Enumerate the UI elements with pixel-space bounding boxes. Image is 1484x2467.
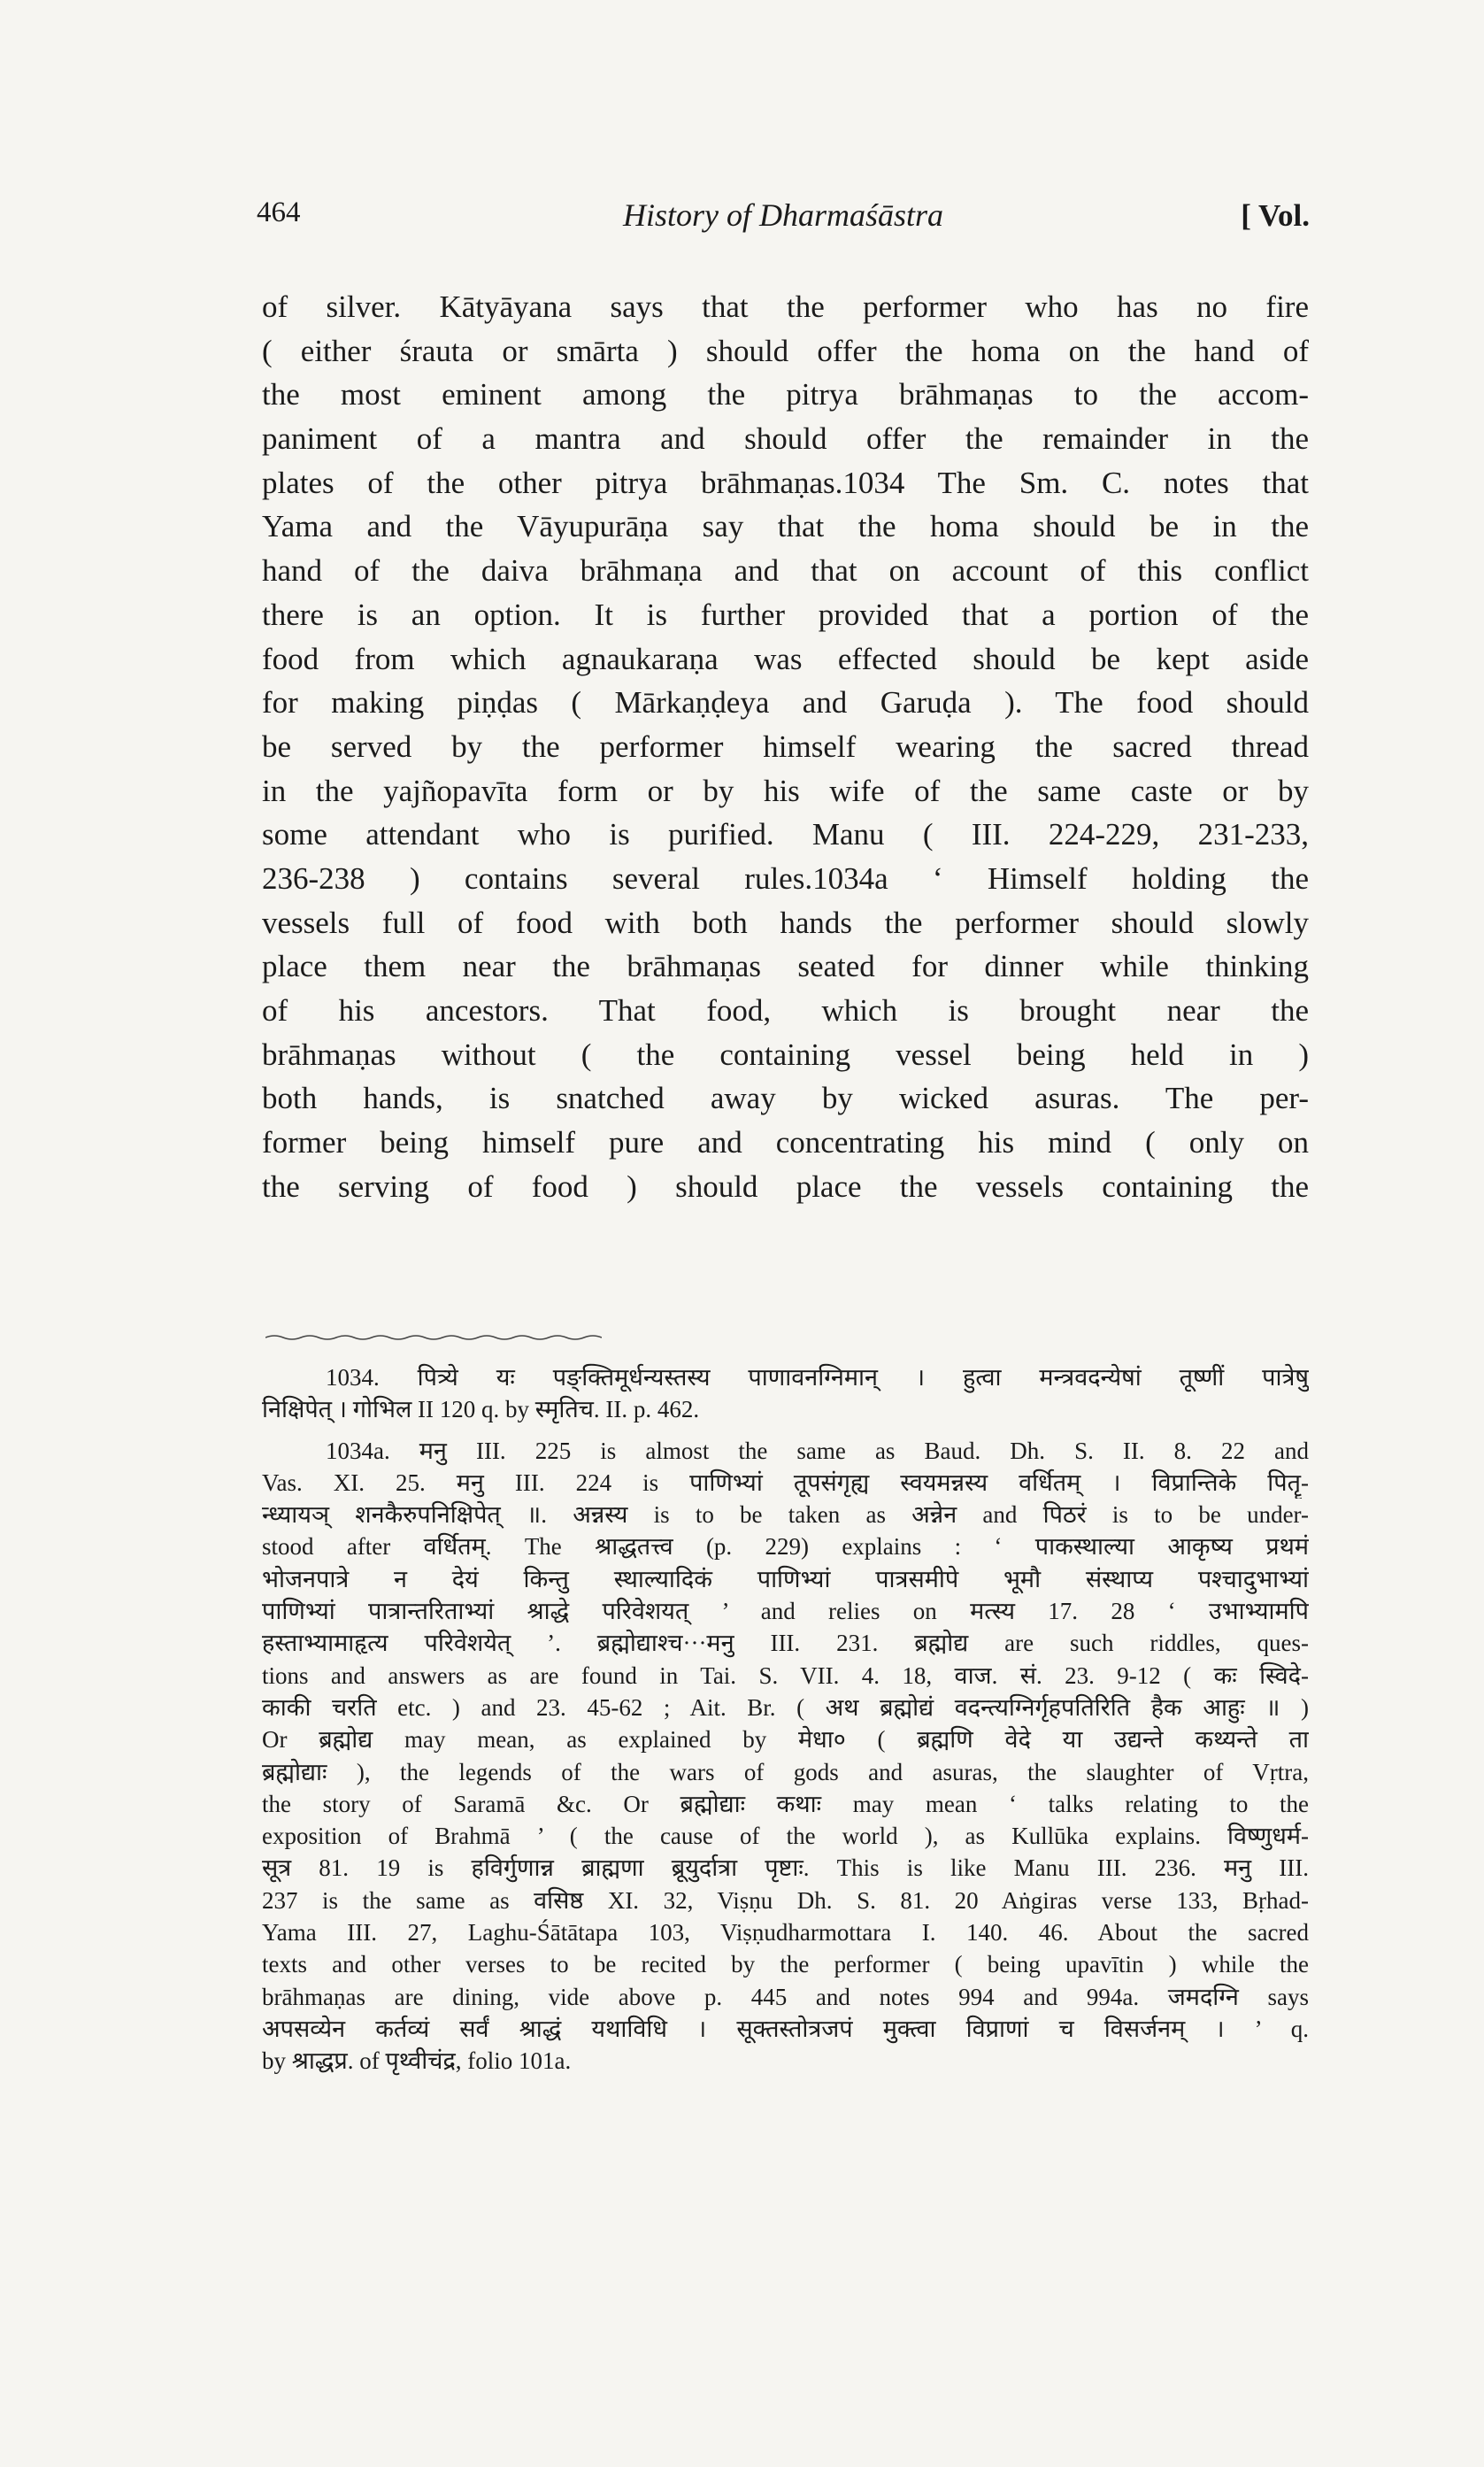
text-line: paniment of a mantra and should offer the remainder in the <box>262 421 1309 457</box>
text-line: both hands, is snatched away by wicked asuras. The per- <box>262 1081 1309 1116</box>
footnote-line: न्ध्यायञ् शनकैरुपनिक्षिपेत् ॥. अन्नस्य is to be taken as अन्नेन and पिठरं is to be under- <box>262 1501 1309 1529</box>
page-header <box>257 197 1310 241</box>
text-line: for making piṇḍas ( Mārkaṇḍeya and Garuḍa ). The food should <box>262 685 1309 721</box>
footnote-line: Yama III. 27, Laghu-Śātātapa 103, Viṣṇudharmottara I. 140. 46. About the sacred <box>262 1919 1309 1947</box>
text-line: food from which agnaukaraṇa was effected should be kept aside <box>262 641 1309 676</box>
footnote-line: texts and other verses to be recited by the performer ( being upavītin ) while the <box>262 1951 1309 1978</box>
text-line: of his ancestors. That food, which is brought near the <box>262 993 1309 1028</box>
text-line: in the yajñopavīta form or by his wife of the same caste or by <box>262 773 1309 808</box>
footnote-line: अपसव्येन कर्तव्यं सर्वं श्राद्धं यथाविधि । सूक्तस्तोत्रजपं मुक्त्वा विप्राणां च विसर्जनम् । ’ q. <box>262 2015 1309 2042</box>
text-line: 236-238 ) contains several rules.1034a ‘ Himself holding the <box>262 860 1309 896</box>
text-line: of silver. Kātyāyana says that the performer who has no fire <box>262 289 1309 324</box>
footnote-line: 237 is the same as वसिष्ठ XI. 32, Viṣṇu Dh. S. 81. 20 Aṅgiras verse 133, Bṛhad- <box>262 1886 1309 1914</box>
footnote-divider <box>265 1333 602 1342</box>
footnote-line: stood after वर्धितम्. The श्राद्धतत्त्व (p. 229) explains : ‘ पाकस्थाल्या आकृष्य प्रथमं <box>262 1533 1309 1561</box>
text-line: the most eminent among the pitrya brāhmaṇas to the accom- <box>262 377 1309 412</box>
footnote-line: निक्षिपेत् । गोभिल II 120 q. by स्मृतिच. II. p. 462. <box>262 1396 700 1423</box>
text-line: be served by the performer himself wearing the sacred thread <box>262 729 1309 764</box>
text-line: ( either śrauta or smārta ) should offer the homa on the hand of <box>262 333 1309 368</box>
footnote-line: the story of Saramā &c. Or ब्रह्मोद्याः कथाः may mean ‘ talks relating to the <box>262 1790 1309 1817</box>
footnote-line: 1034. पित्र्ये यः पङ्क्तिमूर्धन्यस्तस्य पाणावनग्निमान् । हुत्वा मन्त्रवदन्येषां तूष्णीं पात्रेषु <box>326 1364 1309 1391</box>
footnote-line: भोजनपात्रे न देयं किन्तु स्थाल्यादिकं पाणिभ्यां पात्रसमीपे भूमौ संस्थाप्य पश्चादुभाभ्यां <box>262 1565 1309 1592</box>
footnote-line: exposition of Brahmā ’ ( the cause of the world ), as Kullūka explains. विष्णुधर्म- <box>262 1823 1309 1850</box>
text-line: former being himself pure and concentrating his mind ( only on <box>262 1125 1309 1160</box>
footnote-line: हस्ताभ्यामाहृत्य परिवेशयेत् ’. ब्रह्मोद्याश्च···मनु III. 231. ब्रह्मोद्य are such riddles, ques- <box>262 1630 1309 1657</box>
text-line: plates of the other pitrya brāhmaṇas.1034 The Sm. C. notes that <box>262 465 1309 500</box>
footnote-line: पाणिभ्यां पात्रान्तरिताभ्यां श्राद्धे परिवेशयत् ’ and relies on मत्स्य 17. 28 ‘ उभाभ्यामपि <box>262 1598 1309 1625</box>
text-line: vessels full of food with both hands the performer should slowly <box>262 905 1309 940</box>
running-title: History of Dharmaśāstra <box>622 197 944 233</box>
footnote-line: Or ब्रह्मोद्य may mean, as explained by मेधा० ( ब्रह्मणि वेदे या उद्यन्ते कथ्यन्ते ता <box>262 1726 1309 1754</box>
footnote-line: 1034a. मनु III. 225 is almost the same as Baud. Dh. S. II. 8. 22 and <box>326 1437 1309 1464</box>
text-line: brāhmaṇas without ( the containing vessel being held in ) <box>262 1037 1309 1072</box>
footnote-line: Vas. XI. 25. मनु III. 224 is पाणिभ्यां तूपसंगृह्य स्वयमन्नस्य वर्धितम् । विप्रान्तिके पितॄ- <box>262 1469 1309 1496</box>
footnote-line: by श्राद्धप्र. of पृथ्वीचंद्र, folio 101a. <box>262 2047 572 2075</box>
text-line: Yama and the Vāyupurāṇa say that the homa should be in the <box>262 509 1309 544</box>
footnotes <box>262 1361 1309 2078</box>
text-line: some attendant who is purified. Manu ( III. 224-229, 231-233, <box>262 817 1309 852</box>
footnote-line: सूत्र 81. 19 is हविर्गुणान्न ब्राह्मणा ब्रूयुर्दात्रा पृष्टाः. This is like Manu III. 236. मनु III. <box>262 1854 1309 1882</box>
footnote-line: brāhmaṇas are dining, vide above p. 445 and notes 994 and 994a. जमदग्नि says <box>262 1983 1309 2010</box>
main-text <box>262 285 1309 1208</box>
volume-label: [ Vol. <box>1241 198 1310 233</box>
text-line: hand of the daiva brāhmaṇa and that on account of this conflict <box>262 553 1309 589</box>
footnote-line: काकी चरति etc. ) and 23. 45-62 ; Ait. Br. ( अथ ब्रह्मोद्यं वदन्त्यग्निर्गृहपतिरिति हैक आहुः ॥ ) <box>262 1693 1309 1721</box>
footnote-line: ब्रह्मोद्याः ), the legends of the wars of gods and asuras, the slaughter of Vṛtra, <box>262 1758 1309 1785</box>
text-line: place them near the brāhmaṇas seated for dinner while thinking <box>262 949 1309 984</box>
page-number: 464 <box>257 197 301 228</box>
text-line: there is an option. It is further provided that a portion of the <box>262 597 1309 632</box>
text-line: the serving of food ) should place the vessels containing the <box>262 1168 1309 1204</box>
footnote-line: tions and answers as are found in Tai. S. VII. 4. 18, वाज. सं. 23. 9-12 ( कः स्विदे- <box>262 1661 1309 1689</box>
